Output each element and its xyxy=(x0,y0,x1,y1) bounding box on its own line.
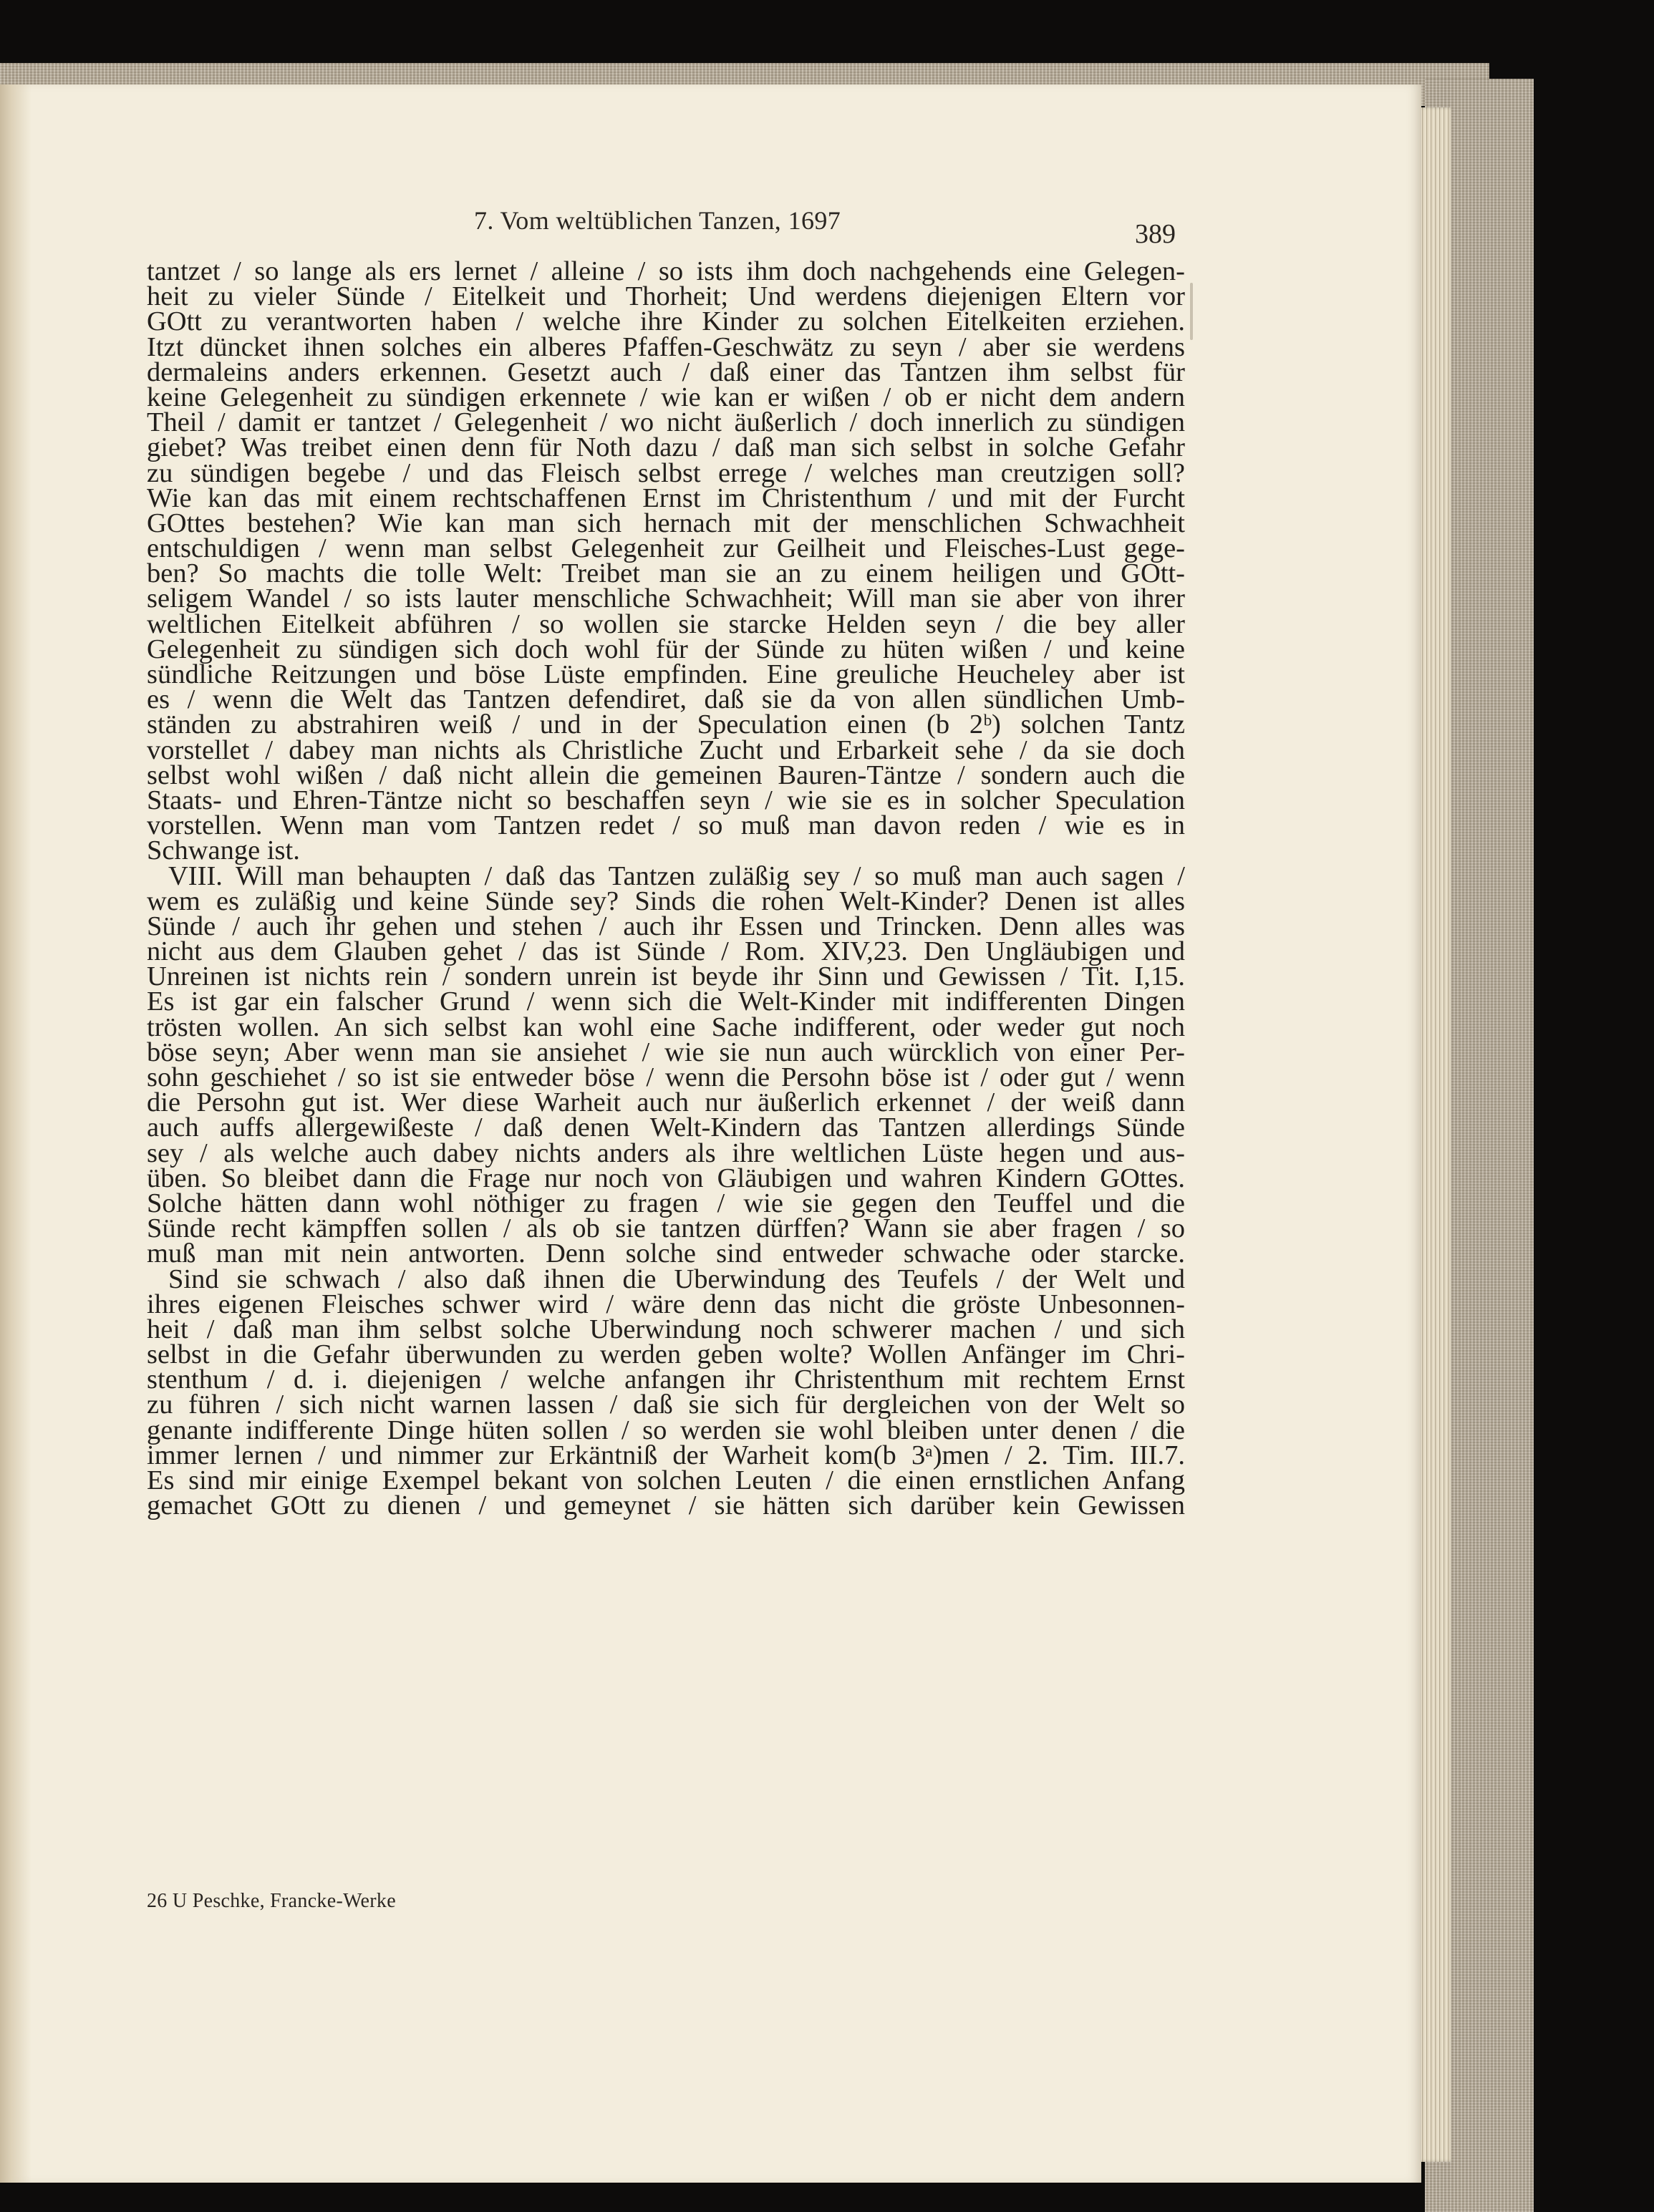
text-line: die Persohn gut ist. Wer diese Warheit auch nur äußerlich erkennet / der weiß dann xyxy=(147,1087,1185,1118)
chapter-title: 7. Vom weltüblichen Tanzen, 1697 xyxy=(474,206,841,235)
text-line: nicht aus dem Glauben gehet / das ist Sünde / Rom. XIV,23. Den Ungläubigen und xyxy=(147,936,1185,967)
text-line: wem es zuläßig und keine Sünde sey? Sinds die rohen Welt-Kinder? Denen ist alles xyxy=(147,886,1185,916)
text-line: tantzet / so lange als ers lernet / alleine / so ists ihm doch nachgehends eine Gelegen- xyxy=(147,256,1185,286)
text-line: Sünde recht kämpffen sollen / als ob sie tantzen dürffen? Wann sie aber fragen / so xyxy=(147,1213,1185,1244)
text-line: vorstellet / dabey man nichts als Christliche Zucht und Erbarkeit sehe / da sie doch xyxy=(147,734,1185,765)
page-number: 389 xyxy=(1135,219,1176,249)
margin-mark xyxy=(1190,283,1193,340)
text-line: Staats- und Ehren-Täntze nicht so beschaffen seyn / wie sie es in solcher Speculation xyxy=(147,785,1185,815)
text-line: Schwange ist. xyxy=(147,835,300,866)
text-line: selbst in die Gefahr überwunden zu werden geben wolte? Wollen Anfänger im Chri- xyxy=(147,1339,1185,1370)
text-line: Sünde / auch ihr gehen und stehen / auch ihr Essen und Trincken. Denn alles was xyxy=(147,911,1185,941)
section-heading-line: VIII. Will man behaupten / daß das Tantzen zuläßig sey / so muß man auch sagen / xyxy=(168,860,1185,891)
text-line: böse seyn; Aber wenn man sie ansiehet / wie sie nun auch würcklich von einer Per- xyxy=(147,1037,1185,1067)
text-line: entschuldigen / wenn man selbst Gelegenheit zur Geilheit und Fleisches-Lust gege- xyxy=(147,533,1185,564)
text-line: dermaleins anders erkennen. Gesetzt auch / daß einer das Tantzen ihm selbst für xyxy=(147,356,1185,387)
text-line: ben? So machts die tolle Welt: Treibet man sie an zu einem heiligen und GOtt- xyxy=(147,558,1185,589)
text-line: heit / daß man ihm selbst solche Uberwindung noch schwerer machen / und sich xyxy=(147,1314,1185,1344)
text-line: gemachet GOtt zu dienen / und gemeynet / sie hätten sich darüber kein Gewissen xyxy=(147,1490,1185,1521)
text-line: auch auffs allergewißeste / daß denen Welt-Kindern das Tantzen allerdings Sünde xyxy=(147,1112,1185,1143)
text-line: zu sündigen begebe / und das Fleisch selbst errege / welches man creutzigen soll? xyxy=(147,457,1185,488)
text-line: weltlichen Eitelkeit abführen / so wollen sie starcke Helden seyn / die bey aller xyxy=(147,608,1185,639)
text-line: immer lernen / und nimmer zur Erkäntniß der Warheit kom(b 3ᵃ)men / 2. Tim. III.7. xyxy=(147,1440,1185,1470)
text-line: Itzt düncket ihnen solches ein alberes Pfaffen-Geschwätz zu seyn / aber sie werdens xyxy=(147,331,1185,362)
text-line: GOttes bestehen? Wie kan man sich hernach mit der menschlichen Schwachheit xyxy=(147,508,1185,538)
text-line: sohn geschiehet / so ist sie entweder böse / wenn die Persohn böse ist / oder gut / wenn xyxy=(147,1062,1185,1092)
text-line: vorstellen. Wenn man vom Tantzen redet / so muß man davon reden / wie es in xyxy=(147,810,1185,841)
text-line: seligem Wandel / so ists lauter menschliche Schwachheit; Will man sie aber von ihrer xyxy=(147,583,1185,614)
text-line: es / wenn die Welt das Tantzen defendiret, daß sie da von allen sündlichen Umb- xyxy=(147,684,1185,715)
text-line: ständen zu abstrahiren weiß / und in der Speculation einen (b 2ᵇ) solchen Tantz xyxy=(147,709,1185,740)
page-gutter-shadow xyxy=(0,84,32,2183)
text-line: sündliche Reitzungen und böse Lüste empfinden. Eine greuliche Heucheley aber ist xyxy=(147,659,1185,689)
text-line: üben. So bleibet dann die Frage nur noch von Gläubigen und wahren Kindern GOttes. xyxy=(147,1163,1185,1193)
text-line: trösten wollen. An sich selbst kan wohl eine Sache indifferent, oder weder gut noch xyxy=(147,1012,1185,1042)
text-line: Es sind mir einige Exempel bekant von solchen Leuten / die einen ernstlichen Anfang xyxy=(147,1465,1185,1495)
text-line: heit zu vieler Sünde / Eitelkeit und Thorheit; Und werdens diejenigen Eltern vor xyxy=(147,281,1185,312)
text-line: sey / als welche auch dabey nichts anders als ihre weltlichen Lüste hegen und aus- xyxy=(147,1137,1185,1168)
text-line: selbst wohl wißen / daß nicht allein die gemeinen Bauren-Täntze / sondern auch die xyxy=(147,760,1185,790)
text-line: Solche hätten dann wohl nöthiger zu fragen / wie sie gegen den Teuffel und die xyxy=(147,1188,1185,1218)
signature-mark: 26 U Peschke, Francke-Werke xyxy=(147,1890,396,1912)
text-line: stenthum / d. i. diejenigen / welche anfangen ihr Christenthum mit rechtem Ernst xyxy=(147,1364,1185,1395)
text-line: Wie kan das mit einem rechtschaffenen Ernst im Christenthum / und mit der Furcht xyxy=(147,482,1185,513)
text-line: Unreinen ist nichts rein / sondern unrein ist beyde ihr Sinn und Gewissen / Tit. I,15. xyxy=(147,961,1185,992)
text-line: Gelegenheit zu sündigen sich doch wohl für der Sünde zu hüten wißen / und keine xyxy=(147,634,1185,664)
text-line: Sind sie schwach / also daß ihnen die Uberwindung des Teufels / der Welt und xyxy=(168,1263,1185,1294)
text-line: zu führen / sich nicht warnen lassen / daß sie sich für dergleichen von der Welt so xyxy=(147,1389,1185,1420)
text-line: ihres eigenen Fleisches schwer wird / wäre denn das nicht die gröste Unbesonnen- xyxy=(147,1289,1185,1319)
text-line: Theil / damit er tantzet / Gelegenheit / wo nicht äußerlich / doch innerlich zu sündigen xyxy=(147,407,1185,438)
text-line: genante indifferente Dinge hüten sollen / so werden sie wohl bleiben unter denen / die xyxy=(147,1415,1185,1445)
text-line: keine Gelegenheit zu sündigen erkennete / wie kan er wißen / ob er nicht dem andern xyxy=(147,382,1185,412)
text-line: Es ist gar ein falscher Grund / wenn sich die Welt-Kinder mit indifferenten Dingen xyxy=(147,986,1185,1017)
text-line: giebet? Was treibet einen denn für Noth dazu / daß man sich selbst in solche Gefahr xyxy=(147,432,1185,463)
body-text xyxy=(147,256,1185,1521)
text-line: GOtt zu verantworten haben / welche ihre Kinder zu solchen Eitelkeiten erziehen. xyxy=(147,306,1185,337)
text-line: muß man mit nein antworten. Denn solche sind entweder schwache oder starcke. xyxy=(147,1238,1185,1269)
